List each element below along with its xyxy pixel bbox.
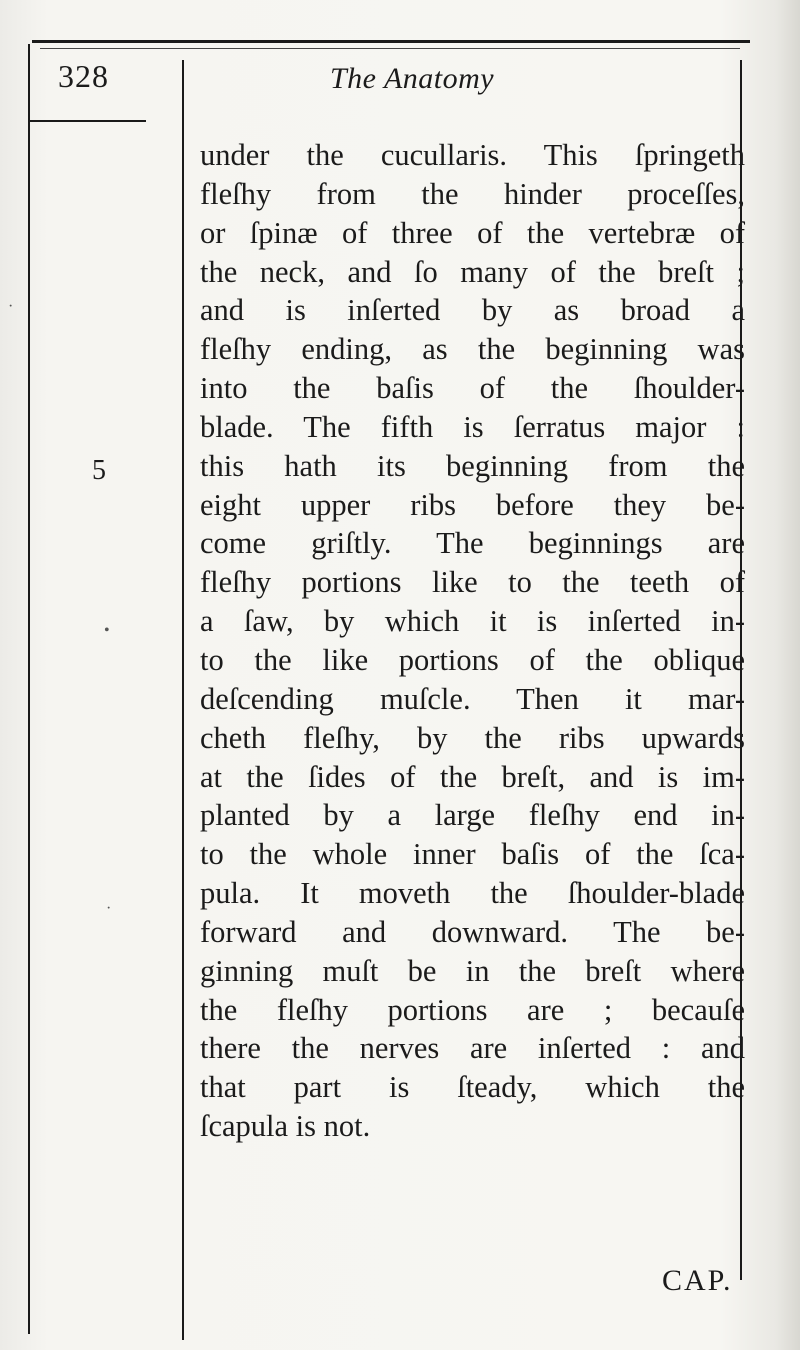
text-line: this hath its beginning from the	[200, 448, 745, 483]
text-line: or ſpinæ of three of the vertebræ of	[200, 215, 745, 250]
text-line: cheth fleſhy, by the ribs upwards	[200, 720, 745, 755]
top-rule	[32, 40, 750, 43]
ink-speck: •	[104, 622, 110, 639]
text-line: a ſaw, by which it is inſerted in-	[200, 604, 745, 639]
text-line: the fleſhy portions are ; becauſe	[200, 992, 745, 1027]
body-text	[200, 136, 745, 1146]
top-rule-thin	[40, 48, 740, 49]
text-line: eight upper ribs before they be-	[200, 487, 745, 522]
ink-speck: ·	[106, 900, 112, 917]
text-line: deſcending muſcle. Then it mar-	[200, 681, 745, 716]
ink-speck: ·	[8, 298, 14, 315]
page-number: 328	[58, 58, 109, 94]
text-line: fleſhy portions like to the teeth of	[200, 565, 745, 600]
text-line: that part is ſteady, which the	[200, 1070, 745, 1105]
folio-underline	[28, 120, 146, 122]
text-line: the neck, and ſo many of the breſt ;	[200, 254, 745, 289]
text-line: forward and downward. The be-	[200, 914, 745, 949]
margin-note-number: 5	[92, 455, 106, 486]
text-line: ſcapula is not.	[200, 1109, 371, 1144]
text-line: and is inſerted by as broad a	[200, 293, 745, 328]
text-line: come griſtly. The beginnings are	[200, 526, 745, 561]
text-line: into the baſis of the ſhoulder-	[200, 371, 745, 406]
text-line: pula. It moveth the ſhoulder-blade	[200, 876, 745, 911]
text-line: to the like portions of the oblique	[200, 642, 745, 677]
text-line: fleſhy from the hinder proceſſes,	[200, 176, 745, 211]
text-line: under the cucullaris. This ſpringeth	[200, 138, 745, 172]
text-line: planted by a large fleſhy end in-	[200, 798, 745, 833]
text-line: to the whole inner baſis of the ſca-	[200, 837, 745, 872]
text-line: ginning muſt be in the breſt where	[200, 953, 745, 988]
text-line: there the nerves are inſerted : and	[200, 1031, 745, 1066]
running-head: The Anatomy	[330, 62, 495, 95]
text-line: at the ſides of the breſt, and is im-	[200, 759, 745, 794]
text-line: blade. The fifth is ſerratus major :	[200, 409, 745, 444]
left-margin-rule	[28, 44, 30, 1334]
catchword: CAP.	[662, 1264, 733, 1297]
text-line: fleſhy ending, as the beginning was	[200, 332, 745, 367]
text-column-left-rule	[182, 60, 184, 1340]
